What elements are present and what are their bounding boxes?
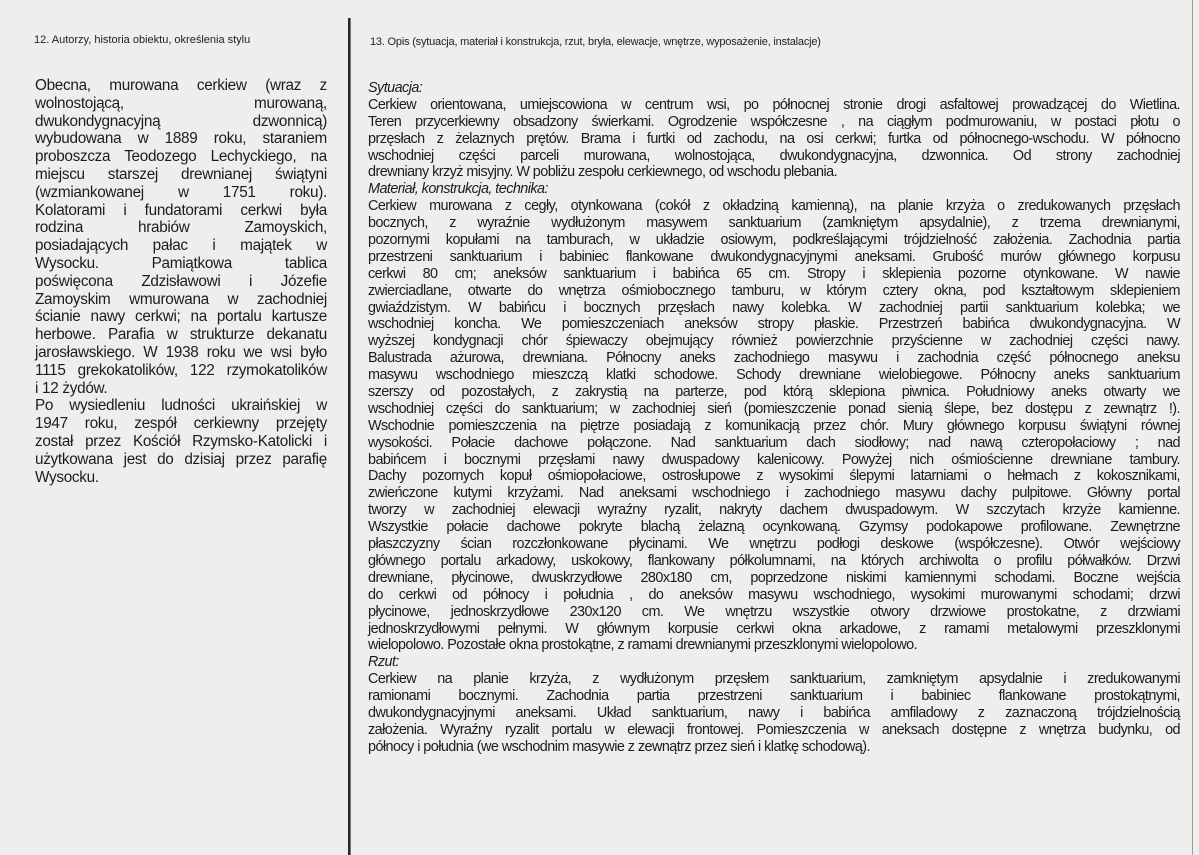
description-section — [368, 181, 1180, 654]
text-line: Zamoyskim wmurowana w zachodniej — [35, 290, 327, 308]
text-line: do cerkwi od północy i południa , do aneksów masywu wschodniego, wysokimi murowanymi schodami; drzwi — [368, 586, 1180, 603]
text-line: gwiaździstym. W babińcu i bocznych przęsłach nawy kolebka. W zachodniej partii sanktuarium kolebka; we — [368, 299, 1180, 316]
text-line: wysokości. Połacie dachowe połączone. Nad sanktuarium dach siodłowy; nad nawą czteropołaciowy ; nad — [368, 434, 1180, 451]
text-line: masywu wschodniego mieszczą klatki schodowe. Schody drewniane wielobiegowe. Północny aneks sanktuarium — [368, 367, 1180, 384]
text-line: został przez Kościół Rzymsko-Katolicki i — [35, 432, 327, 450]
text-line: północy i południa (we wschodnim masywie z zewnątrz przez sień i klatkę schodową). — [368, 738, 870, 755]
description-text-column — [368, 80, 1180, 756]
text-line: wschodniej koncha. We pomieszczeniach aneksów stropy płaskie. Przestrzeń babińca dwukondygnacyjna. W — [368, 316, 1180, 333]
text-line: i 12 żydów. — [35, 379, 108, 397]
text-line: Dachy pozornych kopuł ośmiopołaciowe, ostrosłupowe z wysokimi ślepymi latarniami o hełmach z kokosznikami, — [368, 468, 1180, 485]
text-line: Wysocku. — [35, 468, 99, 486]
text-line: miejscu starszej drewnianej świątyni — [35, 165, 327, 183]
text-line: wyższej kondygnacji chór śpiewaczy obejmujący również powierzchnie przyścienne w zachodniej części nawy. — [368, 333, 1180, 350]
text-line: drewniany krzyż misyjny. W pobliżu zespołu cerkiewnego, od wschodu plebania. — [368, 164, 838, 181]
text-line: Kolatorami i fundatorami cerkwi była — [35, 201, 327, 219]
text-line: zwierciadlane, otwarte do wnętrza ośmiobocznego tamburu, w którym cztery okna, pod kształtowym sklepieniem — [368, 282, 1180, 299]
text-line: drewniane, płycinowe, dwuskrzydłowe 280x180 cm, poprzedzone niskimi kamiennymi schodami. Boczne wejścia — [368, 569, 1180, 586]
text-line: 1115 grekokatolików, 122 rzymokatolików — [35, 361, 327, 379]
text-line: (wzmiankowanej w 1751 roku). — [35, 183, 327, 201]
text-line: Cerkiew murowana z cegły, otynkowana (cokół z okładziną kamienną), na planie krzyża o zredukowanych przęsłach — [368, 198, 1180, 215]
text-line: proboszcza Teodozego Lechyckiego, na — [35, 148, 327, 166]
text-line: bocznych, z wyraźnie wydłużonym masywem sanktuarium (zamkniętym apsydalnie), z trzema drewnianymi, — [368, 215, 1180, 232]
text-line: ramionami bocznymi. Zachodnia partia przestrzeni sanktuarium i babiniec flankowane prostokątnymi, — [368, 688, 1180, 705]
column-divider — [348, 18, 351, 855]
text-line: poświęcona Zdzisławowi i Józefie — [35, 272, 327, 290]
text-line: użytkowana jest do dzisiaj przez parafię — [35, 450, 327, 468]
text-line: głównego portalu arkadowy, uskokowy, flankowany półkolumnami, na których archiwolta o profilu półwałków. Drzwi — [368, 552, 1180, 569]
text-line: Wszystkie połacie dachowe pokryte blachą żelazną ocynkowaną. Gzymsy podokapowe profilowane. Zewnętrzne — [368, 519, 1180, 536]
history-paragraph — [35, 397, 327, 486]
text-line: rodzina hrabiów Zamoyskich, — [35, 219, 327, 237]
text-line: Wysocku. Pamiątkowa tablica — [35, 254, 327, 272]
text-line: przęsłach z żelaznych prętów. Brama i furtki od zachodu, na osi cerkwi; furtka od północnego-wschodu. W północno — [368, 130, 1180, 147]
text-line: posiadających pałac i majątek w — [35, 237, 327, 255]
text-line: wolnostojącą, murowaną, — [35, 94, 327, 112]
text-line: wielopolowo. Pozostałe okna prostokątne, z ramami drewnianymi przeszklonymi wielopolowo. — [368, 637, 918, 654]
text-line: wybudowana w 1889 roku, staraniem — [35, 130, 327, 148]
section-subheading: Rzut: — [368, 654, 399, 671]
text-line: Po wysiedleniu ludności ukraińskiej w — [35, 397, 327, 415]
text-line: tworzy w zachodniej elewacji wyraźny ryzalit, nakryty dachem dwuspadowym. W szczytach krzyże kamienne. — [368, 502, 1180, 519]
text-line: herbowe. Parafia w strukturze dekanatu — [35, 326, 327, 344]
text-line: przestrzeni sanktuarium i babiniec flankowane dwukondygnacyjnymi aneksami. Grubość murów głównego korpusu — [368, 248, 1180, 265]
history-paragraph — [35, 77, 327, 397]
text-line: wschodniej części do sanktuarium; w zachodniej sień (pomieszczenie ponad sienią ślepe, bez dostępu z zewnątrz !). — [368, 400, 1180, 417]
page-edge-line — [1192, 0, 1193, 855]
text-line: pozornymi kopułami na tamburach, w układzie osiowym, podkreślającymi trójdzielność założenia. Zachodnia partia — [368, 232, 1180, 249]
text-line: Wschodnie pomieszczenia na piętrze posiadają z komunikacją przez chór. Mury głównego korpusu świątyni równej — [368, 417, 1180, 434]
description-section — [368, 80, 1180, 181]
text-line: zwieńczone kutymi krzyżami. Nad aneksami wschodniego i zachodniego masywu dachy pulpitowe. Główny portal — [368, 485, 1180, 502]
text-line: dwukondygnacyjną dzwonnicą) — [35, 112, 327, 130]
text-line: Obecna, murowana cerkiew (wraz z — [35, 77, 327, 94]
section-subheading: Materiał, konstrukcja, technika: — [368, 181, 548, 198]
text-line: Teren przycerkiewny obsadzony świerkami. Ogrodzenie współczesne , na ciągłym podmurowaniu, w postaci płotu o — [368, 113, 1180, 130]
section-subheading: Sytuacja: — [368, 80, 423, 96]
text-line: Cerkiew na planie krzyża, z wydłużonym przęsłem sanktuarium, zamkniętym apsydalnie i zredukowanymi — [368, 671, 1180, 688]
text-line: 1947 roku, zespół cerkiewny przejęty — [35, 415, 327, 433]
text-line: babińcem i bocznymi przęsłami nawy dwuspadowy kalenicowy. Powyżej nich ośmiościenne drewniane tambury. — [368, 451, 1180, 468]
text-line: wschodniej części parceli murowana, wolnostojąca, dwukondygnacyjna, dzwonnica. Od strony zachodniej — [368, 147, 1180, 164]
section-13-heading: 13. Opis (sytuacja, materiał i konstrukcja, rzut, bryła, elewacje, wnętrze, wyposażenie, instalacje) — [370, 36, 821, 48]
text-line: dwukondygnacyjnymi aneksami. Układ sanktuarium, nawy i babińca amfiladowy z zaznaczoną trójdzielnością — [368, 704, 1180, 721]
text-line: szerszy od pozostałych, z zakrystią na parterze, pod którą sklepiona piwnica. Południowy aneks otwarty we — [368, 384, 1180, 401]
text-line: płycinowe, jednoskrzydłowe 230x120 cm. We wnętrzu wszystkie otwory drzwiowe prostokatne, z drzwiami — [368, 603, 1180, 620]
text-line: ścianie nawy cerkwi; na portalu kartusze — [35, 308, 327, 326]
text-line: jarosławskiego. W 1938 roku we wsi było — [35, 343, 327, 361]
text-line: Cerkiew orientowana, umiejscowiona w centrum wsi, po północnej stronie drogi asfaltowej prowadzącej do Wietlina. — [368, 96, 1180, 113]
text-line: cerkwi 80 cm; aneksów sanktuarium i babińca 65 cm. Stropy i sklepienia pozorne otynkowane. W nawie — [368, 265, 1180, 282]
text-line: jednoskrzydłowymi pełnymi. W głównym korpusie cerkwi okna arkadowe, z ramami metalowymi przeszklonymi — [368, 620, 1180, 637]
text-line: płaszczyzny ścian rozczłonkowane płycinami. We wnętrzu podłogi deskowe (współczesne). Otwór wejściowy — [368, 536, 1180, 553]
section-12-heading: 12. Autorzy, historia obiektu, określenia stylu — [34, 34, 251, 46]
text-line: założenia. Wyraźny ryzalit portalu w elewacji frontowej. Pomieszczenia w aneksach dostępne z wnętrza budynku, od — [368, 721, 1180, 738]
history-text-column — [35, 77, 327, 486]
text-line: Balustrada ażurowa, drewniana. Północny aneks zachodniego masywu i zachodnia część północnego aneksu — [368, 350, 1180, 367]
description-section — [368, 654, 1180, 755]
